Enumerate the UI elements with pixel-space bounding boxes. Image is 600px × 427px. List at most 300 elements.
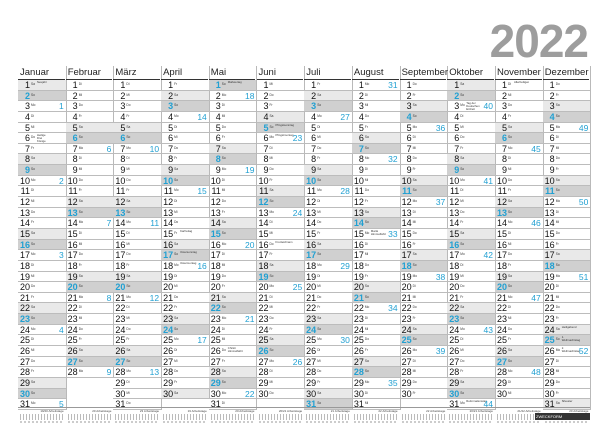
day-number: 4 [454,111,460,122]
day-number: 11 [449,186,460,197]
weekday-label: Do [78,177,83,182]
weekday-label: So [364,294,369,299]
weekday-label: Fr [269,177,273,182]
weekday-label: So [555,188,560,193]
day-number: 18 [306,260,317,271]
day-number: 25 [401,335,412,346]
month-column [257,66,306,399]
week-number: 44 [483,399,493,410]
day-number: 7 [501,143,507,154]
day-row [304,389,352,400]
weekday-label: Sa [364,135,369,140]
day-row [257,101,305,112]
day-number: 9 [215,165,221,176]
weekday-label: Fr [221,358,225,363]
month-name: April [163,67,183,78]
weekday-label: Fr [555,316,559,321]
day-row [447,133,495,144]
week-number: 34 [388,303,398,314]
weekday-label: So [221,379,226,384]
week-number: 35 [388,377,398,388]
weekday-label: Mo [412,348,418,353]
weekday-label: So [555,113,560,118]
day-row [543,357,591,368]
day-row [543,229,591,240]
day-number: 16 [67,239,78,250]
weekday-label: Sa [31,156,35,161]
week-number: 32 [388,154,398,165]
day-number: 16 [401,239,412,250]
weekday-label: Di [460,188,464,193]
week-number: 52 [578,346,589,357]
weekday-label: Do [174,145,179,150]
day-row [257,314,305,325]
day-number: 11 [163,186,174,197]
month-name: Mai [210,67,227,78]
weekday-label: Sa [126,124,131,129]
weekday-label: Mi [174,135,178,140]
weekday-label: Mi [221,113,226,118]
day-row [447,357,495,368]
weekday-label: Do [174,220,179,225]
day-row [543,378,591,389]
holiday-label: Mariä Himmelfahrt [370,228,386,236]
day-row [257,325,305,336]
day-number: 25 [306,335,317,346]
day-number: 26 [163,346,174,357]
week-number: 9 [106,367,112,378]
day-number: 13 [449,207,460,218]
weekday-label: Fr [508,188,512,193]
day-row [18,378,66,389]
weekday-label: Fr [555,92,559,97]
weekday-label: Mi [364,401,369,406]
day-number: 20 [258,282,269,293]
weekday-label: Do [126,401,131,406]
day-number: 16 [258,239,269,250]
weekday-label: Mi [31,273,35,278]
day-row [161,154,209,165]
day-number: 22 [19,303,30,314]
weekday-label: Mo [460,326,465,331]
day-number: 30 [544,388,555,399]
day-number: 17 [258,250,269,261]
month-name: Juni [258,67,276,78]
day-number: 24 [401,324,412,335]
day-row [495,335,543,346]
weekday-label: Fr [364,124,368,129]
day-number: 27 [115,356,126,367]
weekday-label: Mo [317,337,322,342]
day-row [257,357,305,368]
day-number: 23 [544,314,555,325]
day-number: 25 [496,335,507,346]
day-row [400,154,448,165]
day-row [209,261,257,272]
day-number: 6 [24,133,30,144]
day-number: 9 [263,165,269,176]
weekday-label: So [555,262,560,267]
day-number: 16 [544,239,555,250]
day-number: 12 [67,197,78,208]
weekday-label: Sa [78,273,83,278]
weekday-label: Mo [31,177,36,182]
month-name: Juli [306,67,321,78]
weekday-label: Di [460,113,464,118]
weekday-label: Fr [174,379,178,384]
week-number: 27 [340,111,350,122]
day-row [304,325,352,336]
day-row [352,250,400,261]
day-number: 1 [454,80,460,90]
weekday-label: Mo [555,273,561,278]
day-number: 10 [67,175,78,186]
day-number: 19 [496,271,507,282]
weekday-label: Mi [508,241,512,246]
weekday-label: Do [460,135,465,140]
weekday-label: So [126,358,131,363]
weekday-label: So [221,230,226,235]
weekday-label: So [508,135,512,140]
weekday-label: Mo [31,326,36,331]
weekday-label: Mo [555,348,561,353]
day-row [400,314,448,325]
weekday-label: Di [364,316,368,321]
day-number: 27 [19,356,30,367]
day-number: 25 [67,335,78,346]
weekday-label: Do [269,241,274,246]
day-number: 23 [19,314,30,325]
day-row [66,229,114,240]
workdays-label: 19 Arbeitstage [187,409,207,413]
day-row [543,144,591,155]
day-number: 6 [406,133,412,144]
weekday-label: Mo [31,103,36,108]
day-number: 29 [496,377,507,388]
weekday-label: Fr [126,113,130,118]
weekday-label: Di [508,379,512,384]
day-row [543,218,591,229]
workdays-cell [400,409,448,422]
day-row [161,325,209,336]
day-number: 22 [115,303,126,314]
day-number: 23 [353,314,364,325]
month-column [543,66,592,410]
day-row [66,346,114,357]
weekday-label: Di [555,284,559,289]
day-number: 15 [67,228,78,239]
day-row [18,282,66,293]
day-row [447,261,495,272]
day-number: 12 [496,197,507,208]
weekday-label: Fr [555,390,559,395]
day-row [304,229,352,240]
week-number: 6 [106,143,112,154]
day-number: 3 [24,101,30,112]
day-number: 19 [401,271,412,282]
weekday-label: Fr [78,262,82,267]
day-row [400,357,448,368]
weekday-label: Sa [364,358,369,363]
day-number: 20 [115,282,126,293]
day-row [400,378,448,389]
weekday-label: So [269,273,274,278]
weekday-label: Di [174,199,178,204]
day-row [209,176,257,187]
day-row [495,80,543,91]
day-number: 7 [454,143,460,154]
workdays-label: 20 Arbeitstage [235,409,255,413]
weekday-label: Mo [555,199,561,204]
day-row [257,197,305,208]
day-number: 4 [406,111,412,122]
week-number: 49 [578,122,589,133]
day-number: 3 [406,101,412,112]
day-row [113,303,161,314]
day-row [209,197,257,208]
weekday-label: Sa [412,252,417,257]
day-row [209,272,257,283]
weekday-label: Mi [555,220,560,225]
workdays-footer [18,407,590,423]
weekday-label: So [364,145,369,150]
day-number: 5 [454,122,460,133]
day-number: 30 [19,388,30,399]
mini-grid-row [306,421,350,423]
week-number: 46 [531,218,541,229]
weekday-label: Sa [31,379,35,384]
week-number: 18 [245,90,255,101]
weekday-label: Mi [78,241,83,246]
weekday-label: Do [31,358,36,363]
weekday-label: Mi [31,124,35,129]
day-row [161,165,209,176]
day-number: 7 [72,143,78,154]
weekday-label: So [221,156,226,161]
weekday-label: Mi [78,92,83,97]
day-row [18,293,66,304]
weekday-label: Di [412,284,416,289]
day-row [543,325,591,336]
day-row [304,101,352,112]
day-number: 15 [115,228,126,239]
weekday-label: Di [31,188,35,193]
day-row [352,123,400,134]
week-number: 3 [58,250,64,261]
day-row [543,303,591,314]
weekday-label: So [269,199,274,204]
day-number: 13 [19,207,30,218]
weekday-label: Sa [174,316,178,321]
weekday-label: Do [412,230,417,235]
weekday-label: Mo [221,92,227,97]
weekday-label: Di [126,305,130,310]
day-row [209,165,257,176]
day-row [400,303,448,314]
weekday-label: So [317,326,322,331]
weekday-label: Mo [126,369,131,374]
day-number: 28 [449,367,460,378]
day-row [209,112,257,123]
month-name: Februar [67,67,101,78]
day-row [257,250,305,261]
day-row [543,112,591,123]
weekday-label: Mo [317,188,322,193]
holiday-label: Reformationstag [466,399,487,404]
day-number: 28 [258,367,269,378]
day-row [113,272,161,283]
day-number: 21 [544,292,555,303]
weekday-label: Di [412,209,416,214]
day-row [18,197,66,208]
day-number: 12 [115,197,126,208]
day-row [400,112,448,123]
weekday-label: Sa [78,124,83,129]
day-row [66,144,114,155]
day-number: 24 [544,324,555,335]
day-number: 30 [449,388,460,399]
weekday-label: Do [555,230,560,235]
day-number: 25 [449,335,460,346]
weekday-label: Di [174,124,178,129]
holiday-label: Fronleichnam [275,239,293,244]
day-row [304,240,352,251]
weekday-label: Mi [126,241,130,246]
weekday-label: Mo [364,379,370,384]
day-row [257,144,305,155]
weekday-label: Do [269,390,274,395]
weekday-label: Di [555,135,559,140]
day-row [66,154,114,165]
day-row [447,314,495,325]
day-row [352,272,400,283]
weekday-label: Fr [269,252,273,257]
day-number: 29 [163,377,174,388]
day-number: 2 [549,90,555,101]
week-number: 48 [531,367,541,378]
weekday-label: Di [78,156,82,161]
month-column [304,66,353,410]
day-row [113,325,161,336]
weekday-label: Fr [269,103,273,108]
day-number: 12 [306,197,317,208]
day-row [352,293,400,304]
day-number: 28 [115,367,126,378]
day-number: 11 [354,186,364,197]
day-number: 27 [258,356,269,367]
mini-grid-row [259,421,303,423]
day-row [495,314,543,325]
day-row [209,186,257,197]
day-row [257,91,305,102]
week-number: 1 [58,101,64,112]
day-row [66,165,114,176]
day-number: 1 [24,80,30,90]
day-number: 18 [258,260,269,271]
day-row [352,389,400,400]
day-number: 17 [19,250,30,261]
day-row [257,112,305,123]
day-number: 22 [306,303,317,314]
weekday-label: Fr [460,220,464,225]
weekday-label: Di [126,82,130,86]
day-row [495,389,543,400]
weekday-label: So [460,241,465,246]
day-number: 3 [358,101,364,112]
day-row [400,186,448,197]
day-row [257,282,305,293]
weekday-label: Fr [317,156,321,161]
day-number: 19 [544,271,555,282]
day-row [113,197,161,208]
day-number: 31 [19,399,30,410]
weekday-label: Di [508,230,512,235]
day-row [543,123,591,134]
day-number: 16 [353,239,364,250]
day-row [209,367,257,378]
day-row [400,91,448,102]
day-number: 20 [496,282,507,293]
day-number: 11 [497,186,507,197]
day-number: 21 [210,292,221,303]
weekday-label: Mo [364,305,370,310]
weekday-label: Do [78,326,83,331]
weekday-label: Sa [221,294,226,299]
day-row [352,80,400,91]
weekday-label: So [126,209,131,214]
mini-grid-row [497,421,541,423]
day-number: 8 [501,154,507,165]
day-row [18,133,66,144]
week-number: 22 [245,388,255,399]
weekday-label: Fr [460,294,464,299]
workdays-cell [209,409,257,422]
day-number: 16 [306,239,317,250]
day-row [209,144,257,155]
weekday-label: Mo [126,294,131,299]
day-row [495,176,543,187]
weekday-label: Mi [317,358,321,363]
day-row [209,250,257,261]
day-row [543,272,591,283]
weekday-label: Mi [174,284,178,289]
day-row [447,112,495,123]
day-row [543,186,591,197]
weekday-label: Do [412,305,417,310]
mini-grid-row [545,421,589,423]
day-number: 23 [306,314,317,325]
day-number: 23 [210,314,221,325]
day-row [352,133,400,144]
weekday-label: Sa [412,326,417,331]
weekday-label: Mi [317,135,321,140]
weekday-label: Di [508,305,512,310]
weekday-label: Do [126,326,131,331]
day-row [66,123,114,134]
weekday-label: Fr [364,348,368,353]
weekday-label: Do [508,177,513,182]
weekday-label: Di [174,273,178,278]
weekday-label: Mi [317,209,321,214]
day-row [447,293,495,304]
day-row [113,218,161,229]
week-number: 37 [435,197,446,208]
day-number: 27 [306,356,317,367]
day-number: 26 [258,346,269,357]
weekday-label: Sa [460,379,465,384]
weekday-label: Mi [508,92,512,97]
day-number: 20 [163,282,174,293]
